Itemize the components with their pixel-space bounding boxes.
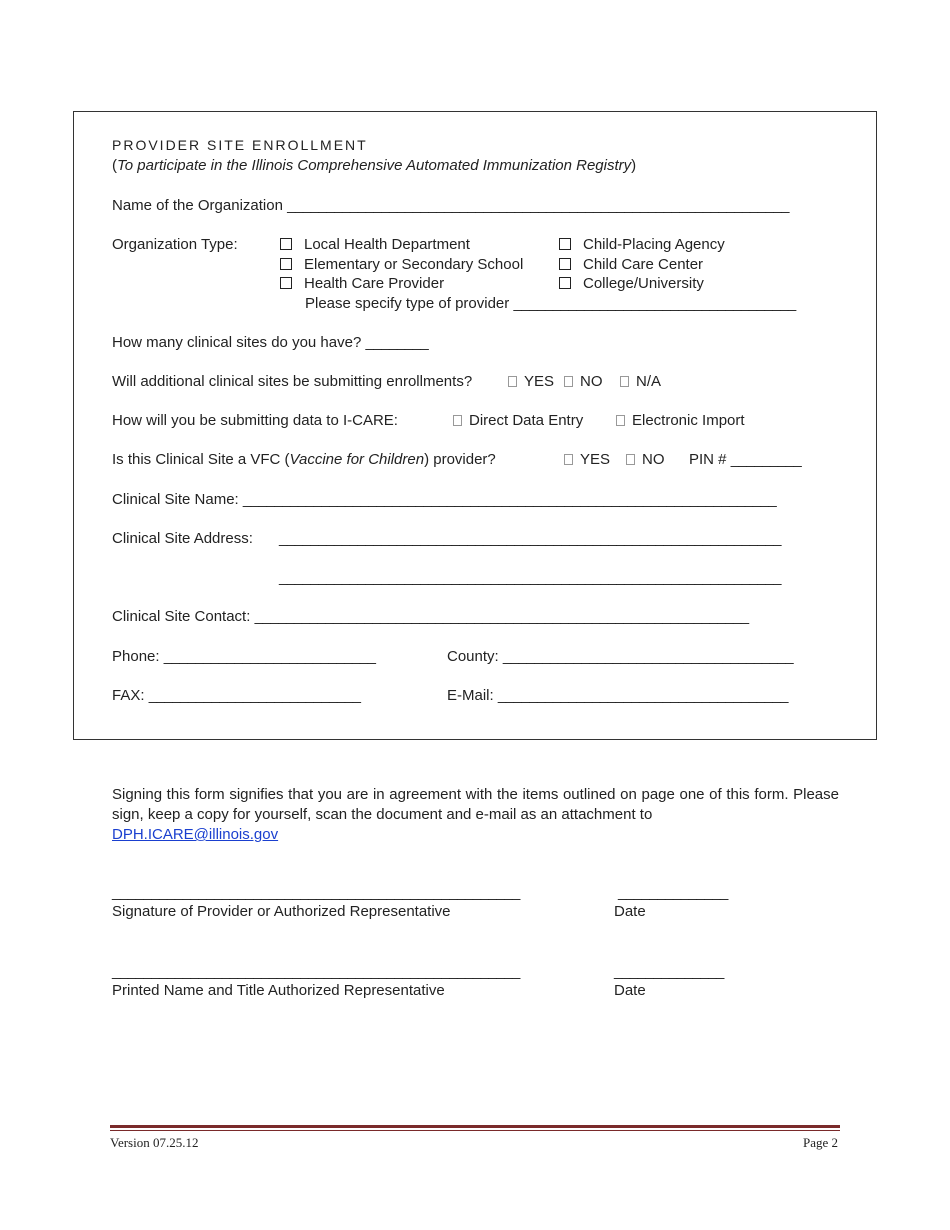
signature-date-input[interactable]: ______________	[618, 884, 728, 901]
org-name-input[interactable]: ________________________________________________________________	[287, 197, 790, 214]
site-address-input-1[interactable]: ________________________________________________________________	[279, 530, 781, 547]
form-subtitle: (To participate in the Illinois Comprehensive Automated Immunization Registry)	[112, 157, 637, 174]
vfc-question: Is this Clinical Site a VFC (Vaccine for Children) provider?	[112, 451, 496, 468]
org-name-row	[112, 197, 789, 214]
email-row: E-Mail: _____________________________________	[447, 687, 789, 704]
signature-input[interactable]: ____________________________________________________	[112, 884, 520, 901]
signature-label: Signature of Provider or Authorized Representative	[112, 903, 451, 920]
submit-method-question: How will you be submitting data to I-CARE:	[112, 412, 398, 429]
pin-input[interactable]: _________	[730, 451, 802, 468]
checkbox-icon[interactable]	[564, 454, 573, 465]
additional-no-option[interactable]: NO	[564, 373, 603, 390]
checkbox-icon[interactable]	[280, 277, 292, 289]
site-name-input[interactable]: ____________________________________________________________________	[242, 491, 777, 508]
clinical-sites-input[interactable]: ________	[365, 334, 429, 351]
clinical-sites-row: How many clinical sites do you have? ________	[112, 334, 429, 351]
checkbox-icon[interactable]	[508, 376, 517, 387]
footer-rule-thin	[110, 1130, 840, 1131]
vfc-yes-option[interactable]: YES	[564, 451, 610, 468]
checkbox-local-health[interactable]: Local Health Department	[280, 236, 470, 253]
additional-sites-question: Will additional clinical sites be submitting enrollments?	[112, 373, 473, 390]
icare-email-link[interactable]: DPH.ICARE@illinois.gov	[112, 826, 279, 843]
checkbox-child-placing[interactable]: Child-Placing Agency	[559, 236, 725, 253]
fax-row: FAX: ___________________________	[112, 687, 361, 704]
pin-row: PIN # _________	[689, 451, 802, 468]
checkbox-college[interactable]: College/University	[559, 275, 704, 292]
county-row: County: _____________________________________	[447, 648, 794, 665]
site-name-row: Clinical Site Name: ____________________________________________________________________	[112, 491, 777, 508]
printed-name-label: Printed Name and Title Authorized Representative	[112, 982, 445, 999]
site-contact-input[interactable]: _______________________________________________________________	[254, 608, 749, 625]
vfc-no-option[interactable]: NO	[626, 451, 665, 468]
site-address-input-2[interactable]: ________________________________________________________________	[279, 569, 781, 586]
checkbox-child-care[interactable]: Child Care Center	[559, 256, 703, 273]
printed-name-input[interactable]: ____________________________________________________	[112, 963, 520, 980]
fax-input[interactable]: ___________________________	[148, 687, 361, 704]
signature-date-label: Date	[614, 903, 646, 920]
checkbox-school[interactable]: Elementary or Secondary School	[280, 256, 523, 273]
checkbox-icon[interactable]	[620, 376, 629, 387]
org-name-label: Name of the Organization	[112, 197, 283, 214]
printed-date-input[interactable]: ______________	[614, 963, 724, 980]
email-input[interactable]: _____________________________________	[497, 687, 789, 704]
checkbox-icon[interactable]	[626, 454, 635, 465]
footer-page-number: Page 2	[802, 1135, 838, 1150]
checkbox-icon[interactable]	[564, 376, 573, 387]
direct-entry-option[interactable]: Direct Data Entry	[453, 412, 583, 429]
site-address-label: Clinical Site Address:	[112, 530, 253, 547]
checkbox-icon[interactable]	[559, 277, 571, 289]
agreement-paragraph: Signing this form signifies that you are in agreement with the items outlined on page one of this form. Please sign, keep a copy for yourself, scan the document and e-mail as an attachment to DPH.ICARE@illinois.gov	[112, 786, 839, 843]
site-contact-row: Clinical Site Contact: _______________________________________________________________	[112, 608, 749, 625]
checkbox-icon[interactable]	[559, 258, 571, 270]
specify-provider-row: Please specify type of provider ____________________________________	[305, 295, 796, 312]
phone-row: Phone: ___________________________	[112, 648, 376, 665]
checkbox-health-care-provider[interactable]: Health Care Provider	[280, 275, 444, 292]
county-input[interactable]: _____________________________________	[502, 648, 794, 665]
checkbox-icon[interactable]	[280, 258, 292, 270]
printed-date-label: Date	[614, 982, 646, 999]
org-type-label: Organization Type:	[112, 236, 238, 253]
footer-version: Version 07.25.12	[110, 1135, 199, 1150]
electronic-import-option[interactable]: Electronic Import	[616, 412, 745, 429]
form-title: PROVIDER SITE ENROLLMENT	[112, 137, 368, 153]
additional-yes-option[interactable]: YES	[508, 373, 554, 390]
specify-provider-input[interactable]: ____________________________________	[513, 295, 796, 312]
checkbox-icon[interactable]	[280, 238, 292, 250]
footer-rule-thick	[110, 1125, 840, 1128]
checkbox-icon[interactable]	[616, 415, 625, 426]
checkbox-icon[interactable]	[559, 238, 571, 250]
checkbox-icon[interactable]	[453, 415, 462, 426]
phone-input[interactable]: ___________________________	[163, 648, 376, 665]
additional-na-option[interactable]: N/A	[620, 373, 661, 390]
